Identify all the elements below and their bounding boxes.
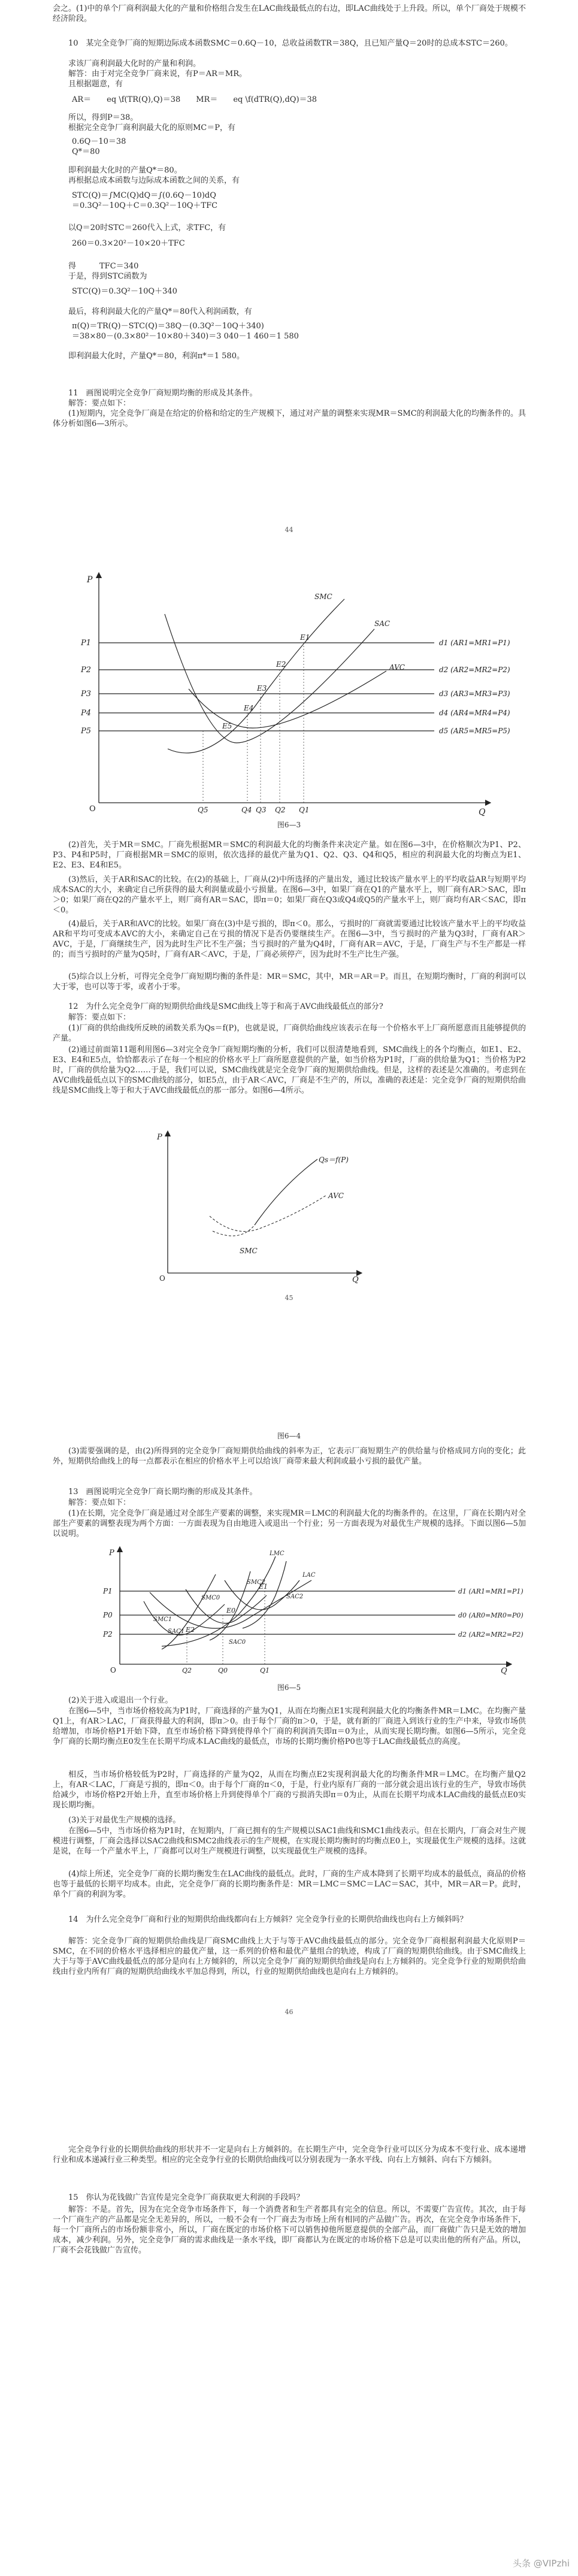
- paragraph: (2)首先，关于MR＝SMC。厂商先根据MR＝SMC的利润最大化的均衡条件来决定产量。如在图6—3中，在价格顺次为P1、P2、P3、P4和P5时，厂商根据MR＝SMC的原则，依次选择的最优产量为Q1、Q2、Q3、Q4和Q5，相应的利润最大化的均衡点为E1、E2、E3、E4和E5。: [53, 840, 526, 870]
- smc-label: SMC: [240, 1247, 258, 1255]
- formula: AR＝ eq \f(TR(Q),Q)＝38 MR＝ eq \f(dTR(Q),dQ)＝38: [72, 95, 317, 104]
- price-label-p1: P1: [103, 1587, 113, 1595]
- demand-label-d2: d2 (AR2=MR2=P2): [458, 1631, 523, 1638]
- smc1-curve: [162, 1574, 216, 1649]
- label-lac: LAC: [302, 1572, 316, 1579]
- paragraph: (3)关于对最优生产规模的选择。: [68, 1816, 181, 1825]
- paragraph: (2)通过前面第11题利用图6—3对完全竞争厂商短期均衡的分析，我们可以很清楚地看到，SMC曲线上的各个均衡点，如E1、E2、E3、E4和E5点，恰恰都表示了在每一个相应的价格水平上厂商所愿意提供的产量，如当价格为P1时，厂商的供给量为Q1；当价格为P2时，厂商的供给量为Q2……于是，我们可以说，SMC曲线就是完全竞争厂商的短期供给曲线。但是，这样的表述是欠准确的。考虑到在AVC曲线最低点以下的SMC曲线的部分，如E5点，由于AR＜AVC，厂商是不生产的，所以，准确的表述是：完全竞争厂商的短期供给曲线是SMC曲线上等于和大于AVC曲线最低点的那一部分。如图6—4所示。: [53, 1045, 526, 1095]
- paragraph: 得 TFC＝340: [68, 262, 139, 271]
- answer-label: 解答：由于对完全竞争厂商来说，有P＝AR＝MR。: [68, 69, 247, 78]
- paragraph: 即利润最大化时的产量Q*＝80。: [68, 166, 182, 175]
- price-label-p2: P2: [81, 666, 92, 675]
- paragraph: (1)短期内，完全竞争厂商是在给定的价格和给定的生产规模下，通过对产量的调整来实现MR＝SMC的利润最大化的均衡条件的。具体分析如图6—3所示。: [53, 409, 526, 428]
- paragraph: 解答：不是。首先，因为在完全竞争市场条件下，每一个消费者和生产者都具有完全的信息。所以，不需要广告宣传。其次，由于每一个厂商生产的产品都是完全无差异的，所以，一般不会有一个厂商去为市场上所有相同的产品做广告。再次，在完全竞争市场条件下，每一个厂商所占的市场份额非常小，所以，厂商在既定的市场价格下可以销售掉他所愿意提供的全部产品，而厂商做广告只是无效的增加成本，减少利润。另外，完全竞争厂商的需求曲线是一条水平线，即厂商都认为在既定的市场价格下总是可以卖出他的所有产品。所以，厂商不会花钱做广告宣传。: [53, 2205, 526, 2255]
- paragraph: (1)厂商的供给曲线所反映的函数关系为Qs＝f(P)，也就是说，厂商供给曲线应该表示在每一个价格水平上厂商所愿意而且能够提供的产量。: [53, 1024, 526, 1043]
- supply-curve: [255, 1159, 317, 1225]
- paragraph: 求该厂商利润最大化时的产量和利润。: [68, 59, 201, 68]
- paragraph: (4)最后，关于AR和AVC的比较。如果厂商在(3)中是亏损的，即π＜0。那么，亏损时的厂商就需要通过比较该产量水平上的平均收益AR和平均可变成本AVC的大小，来确定自己在亏损的情况下是否仍要继续生产。在图6—3中，当亏损时的产量为Q3时，厂商有AR＞AVC，于是，厂商继续生产，因为此时生产比不生产强；当亏损时的产量为Q4时，厂商有AR＝AVC，于是，厂商生产与不生产都是一样的；而当亏损时的产量为Q5时，厂商有AR＜AVC，于是，厂商必须停产，因为此时不生产比生产强。: [53, 920, 526, 959]
- quantity-label-q1: Q1: [260, 1667, 270, 1674]
- figure-6-4: [150, 1126, 365, 1282]
- y-axis-label: P: [157, 1133, 162, 1142]
- paragraph: 所以，得到P＝38。: [68, 113, 138, 122]
- x-axis-label: Q: [479, 808, 486, 817]
- paragraph: 完全竞争行业的长期供给曲线的形状并不一定是向右上方倾斜的。在长期生产中，完全竞争行业可以区分为成本不变行业、成本递增行业和成本递减行业三种类型。相应的完全竞争行业的长期供给曲线可以分别表现为一条水平线、向右上方倾斜、向右下方倾斜。: [53, 2145, 526, 2164]
- paragraph: 根据完全竞争厂商利润最大化的原则MC＝P，有: [68, 123, 236, 132]
- formula: 260＝0.3×20²－10×20＋TFC: [72, 239, 185, 248]
- origin-label: O: [89, 805, 96, 814]
- avc-curve: [189, 671, 386, 728]
- price-label-p5: P5: [81, 727, 92, 736]
- demand-label-d1: d1 (AR1=MR1=P1): [439, 639, 510, 647]
- quantity-label-q5: Q5: [198, 806, 208, 814]
- caption-fig-6-4: 图6—4: [277, 1432, 301, 1440]
- figure-6-5: [96, 1544, 523, 1676]
- caption-fig-6-5: 图6—5: [277, 1683, 301, 1692]
- caption-fig-6-3: 图6—3: [277, 821, 301, 829]
- demand-label-d2: d2 (AR2=MR2=P2): [439, 666, 510, 674]
- quantity-label-q4: Q4: [241, 806, 252, 814]
- y-axis-label: P: [87, 575, 93, 585]
- quantity-label-q3: Q3: [256, 806, 267, 814]
- label-smc2: SMC2: [247, 1579, 266, 1586]
- page-number: 45: [285, 1294, 293, 1302]
- label-smc0: SMC0: [201, 1595, 220, 1601]
- smc-lower-segment: [213, 1225, 255, 1236]
- demand-label-d5: d5 (AR5=MR5=P5): [439, 727, 510, 735]
- point-e5: E5: [222, 722, 232, 730]
- paragraph: (3)需要强调的是，由(2)所得到的完全竞争厂商短期供给曲线的斜率为正，它表示厂商短期生产的供给量与价格成同方向的变化；此外，短期供给曲线上的每一点都表示在相应的价格水平上可以给该厂商带来最大利润或最小亏损的最优产量。: [53, 1447, 526, 1466]
- paragraph: 即利润最大化时，产量Q*＝80，利润π*＝1 580。: [68, 352, 244, 361]
- sac-label: SAC: [374, 619, 391, 628]
- question-10: 10 某完全竞争厂商的短期边际成本函数SMC＝0.6Q－10，总收益函数TR＝38Q，且已知产量Q＝20时的总成本STC＝260。: [68, 39, 513, 48]
- paragraph: (1)在长期，完全竞争厂商是通过对全部生产要素的调整，来实现MR＝LMC的利润最大化的均衡条件的。在这里，厂商在长期内对全部生产要素的调整表现为两个方面：一方面表现为自由地进入或退出一个行业；另一方面表现为对最优生产规模的选择。下面以图6—5加以说明。: [53, 1509, 526, 1538]
- price-label-p1: P1: [81, 639, 92, 648]
- x-axis-label: Q: [352, 1275, 359, 1284]
- paragraph: (5)综合以上分析，可得完全竞争厂商短期均衡的条件是：MR＝SMC，其中，MR＝AR＝P。而且，在短期均衡时，厂商的利润可以大于零，也可以等于零，或者小于零。: [53, 972, 526, 991]
- avc-label: AVC: [389, 663, 405, 672]
- demand-label-d1: d1 (AR1=MR1=P1): [458, 1588, 523, 1595]
- question-15: 15 你认为花钱做广告宣传是完全竞争厂商获取更大利润的手段吗？: [68, 2193, 304, 2202]
- price-label-p3: P3: [81, 690, 92, 699]
- label-sac2: SAC2: [286, 1594, 304, 1600]
- answer-label: 解答：要点如下：: [68, 1013, 131, 1022]
- quantity-label-q0: Q0: [218, 1667, 228, 1674]
- avc-label: AVC: [328, 1192, 344, 1200]
- demand-label-d0: d0 (AR0=MR0=P0): [458, 1611, 523, 1619]
- paragraph: 在图6—5中，当市场价格较高为P1时，厂商选择的产量为Q1，从而在均衡点E1实现利润最大化的均衡条件MR＝LMC。在均衡产量Q1上，有AR＞LAC，厂商获得最大的利润，即π＞0。由于每个厂商的π＞0，于是，就有新的厂商进入到该行业的生产中来，导致市场供给增加，市场价格P1开始下降，直至市场价格下降到使得单个厂商的利润消失即π＝0为止，从而实现长期均衡。如图6—5所示，完全竞争厂商的长期均衡点E0发生在长期平均成本LAC曲线的最低点，市场的长期均衡价格P0也等于LAC曲线最低点的高度。: [53, 1707, 526, 1746]
- label-sac0: SAC0: [229, 1639, 246, 1646]
- point-e3: E3: [257, 684, 267, 693]
- point-e1: E1: [300, 633, 310, 642]
- price-label-p0: P0: [103, 1611, 113, 1619]
- supply-label: Qs＝f(P): [319, 1156, 349, 1164]
- label-smc1: SMC1: [153, 1616, 173, 1623]
- watermark: 头条 @VIPzhi: [512, 2558, 570, 2569]
- price-label-p4: P4: [81, 709, 92, 718]
- demand-label-d3: d3 (AR3=MR3=P3): [439, 690, 510, 698]
- formula: 0.6Q－10＝38 Q*＝80: [72, 137, 126, 156]
- question-14: 14 为什么完全竞争厂商和行业的短期供给曲线都向右上方倾斜？完全竞争行业的长期供给曲线也向右上方倾斜吗？: [68, 1915, 468, 1924]
- y-axis-label: P: [109, 1549, 114, 1558]
- question-13: 13 画图说明完全竞争厂商长期均衡的形成及其条件。: [68, 1487, 258, 1496]
- smc-curve: [168, 599, 344, 753]
- paragraph: (3)然后，关于AR和SAC的比较。在(2)的基础上，厂商从(2)中所选择的产量出发，通过比较该产量水平上的平均收益AR与短期平均成本SAC的大小，来确定自己所获得的最大利润量或最小亏损量。在图6—3中，如果厂商在Q1的产量水平上，则厂商有AR＞SAC，即π＞0；如果厂商在Q2的产量水平上，则厂商有AR＝SAC，即π＝0；如果厂商在Q3或Q4或Q5的产量水平上，则厂商均有AR＜SAC，即π＜0。: [53, 875, 526, 915]
- answer-label: 解答：要点如下：: [68, 399, 131, 408]
- paragraph: 在图6—5中，当市场价格为P1时，在短期内，厂商已拥有的生产规模以SAC1曲线和SMC1曲线表示。但在长期内，厂商会对生产规模进行调整，厂商会选择以SAC2曲线和SMC2曲线表示的生产规模，在实现长期均衡时的均衡点E0上，实现最优生产规模的选择。这就是说，在每一个产量水平上，厂商都可以对生产规模进行调整，以实现最优生产规模的选择。: [53, 1827, 526, 1856]
- paragraph: (2)关于进入或退出一个行业。: [68, 1696, 173, 1705]
- paragraph: 最后，将利润最大化的产量Q*＝80代入利润函数，有: [68, 307, 252, 316]
- quantity-label-q1: Q1: [299, 806, 310, 814]
- label-lmc: LMC: [270, 1550, 285, 1557]
- question-11: 11 画图说明完全竞争厂商短期均衡的形成及其条件。: [68, 389, 258, 398]
- quantity-label-q2: Q2: [182, 1667, 192, 1674]
- answer-label: 解答：要点如下：: [68, 1498, 131, 1507]
- paragraph: 相反，当市场价格较低为P2时，厂商选择的产量为Q2，从而在均衡点E2实现利润最大化的均衡条件MR＝LMC。在均衡产量Q2上，有AR＜LAC，厂商是亏损的，即π＜0。由于每个厂商的π＜0，于是，行业内原有厂商的一部分就会退出该行业的生产，导致市场供给减少，市场价格P2开始上升，直至市场价格上升到使得单个厂商的亏损消失即π＝0为止，从而在长期平均成本LAC曲线的最低点E0实现长期均衡。: [53, 1770, 526, 1810]
- paragraph: 会之。(1)中的单个厂商利润最大化的产量和价格组合发生在LAC曲线最低点的右边，即LAC曲线处于上升段。所以，单个厂商处于规模不经济阶段。: [53, 4, 526, 23]
- point-e2: E2: [276, 660, 286, 669]
- paragraph: 且根据题意，有: [68, 80, 123, 89]
- demand-label-d4: d4 (AR4=MR4=P4): [439, 709, 510, 717]
- page-number: 46: [285, 2008, 293, 2016]
- figure-6-3: [75, 569, 510, 817]
- origin-label: O: [110, 1666, 116, 1674]
- origin-label: O: [159, 1274, 165, 1283]
- paragraph: (4)综上所述，完全竞争厂商的长期均衡发生在LAC曲线的最低点。此时，厂商的生产成本降到了长期平均成本的最低点，商品的价格也等于最低的长期平均成本。由此，完全竞争厂商的长期均衡条件是：MR＝LMC＝SMC＝LAC＝SAC，其中，MR＝AR＝P。此时，单个厂商的利润为零。: [53, 1870, 526, 1899]
- smc0-curve: [210, 1571, 250, 1640]
- formula: π(Q)＝TR(Q)－STC(Q)＝38Q－(0.3Q²－10Q＋340) ＝38×80－(0.3×80²－10×80＋340)＝3 040－1 460＝1 580: [72, 322, 299, 341]
- formula: STC(Q)＝∫MC(Q)dQ＝∫(0.6Q－10)dQ ＝0.3Q²－10Q＋C＝0.3Q²－10Q＋TFC: [72, 191, 218, 210]
- paragraph: 于是，得到STC函数为: [68, 272, 147, 281]
- formula: STC(Q)＝0.3Q²－10Q＋340: [72, 287, 177, 296]
- paragraph: 再根据总成本函数与边际成本函数之间的关系，有: [68, 176, 240, 185]
- point-e4: E4: [244, 704, 254, 712]
- label-sac1: SAC1: [168, 1628, 185, 1635]
- avc-curve: [210, 1195, 326, 1232]
- x-axis-label: Q: [501, 1667, 507, 1676]
- smc-label: SMC: [314, 592, 332, 601]
- quantity-label-q2: Q2: [275, 806, 286, 814]
- point-e0: E0: [226, 1607, 236, 1614]
- paragraph: 解答：完全竞争厂商的短期供给曲线是厂商SMC曲线上大于与等于AVC曲线最低点的部分。完全竞争厂商根据利润最大化原则P＝SMC，在不同的价格水平选择相应的最优产量，这一系列的价格和最优产量组合的轨迹，构成了厂商的短期供给曲线。由于SMC曲线上大于与等于AVC曲线最低点的部分是向右上方倾斜的，所以完全竞争厂商的短期供给曲线是向右上方倾斜的。完全竞争行业的短期供给曲线由行业内所有厂商的短期供给曲线水平加总得到，所以，行业的短期供给曲线也是向右上方倾斜的。: [53, 1937, 526, 1976]
- page-number: 44: [285, 526, 293, 534]
- paragraph: 以Q＝20时STC＝260代入上式，求TFC，有: [68, 223, 226, 232]
- question-12: 12 为什么完全竞争厂商的短期供给曲线是SMC曲线上等于和高于AVC曲线最低点的部分?: [68, 1002, 383, 1011]
- price-label-p2: P2: [103, 1630, 113, 1638]
- sac-curve: [165, 614, 374, 743]
- point-e1: E1: [259, 1583, 268, 1591]
- point-e2: E2: [186, 1626, 195, 1634]
